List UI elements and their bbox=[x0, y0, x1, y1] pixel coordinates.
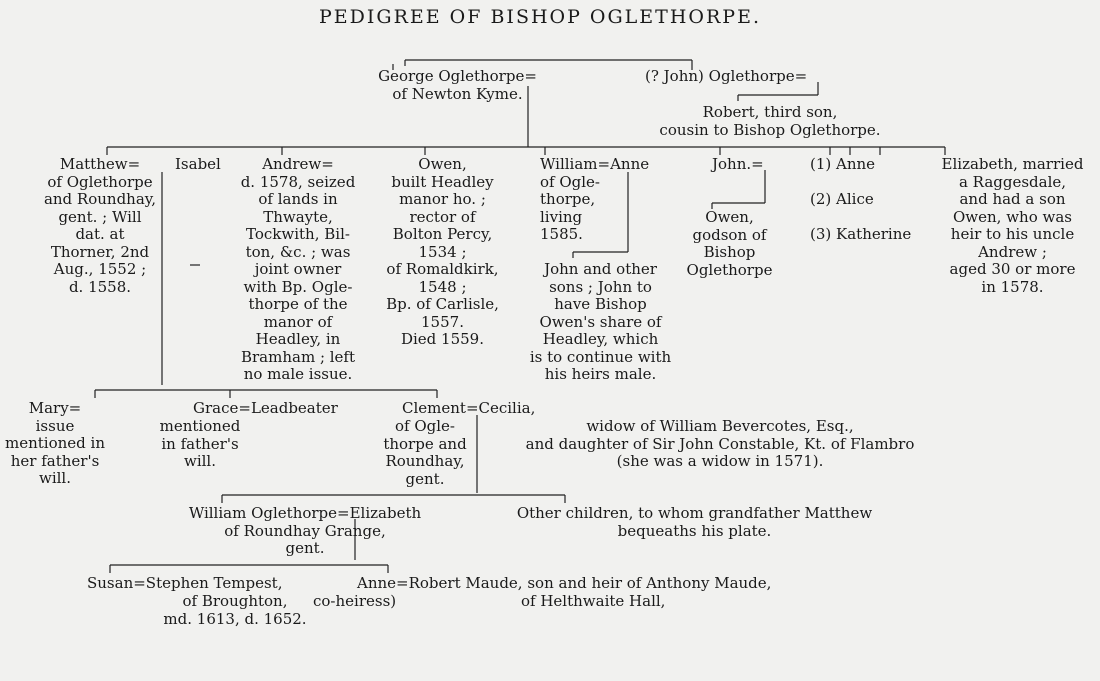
clement-cecilia: Clement=Cecilia, bbox=[402, 399, 536, 417]
grace-note: mentioned in father's will. bbox=[159, 417, 241, 470]
cecilia-note: widow of William Bevercotes, Esq., and daughter of Sir John Constable, Kt. of Flambro (she was a widow in 1571). bbox=[525, 417, 915, 470]
grace-leadbeater: Grace=Leadbeater bbox=[193, 399, 338, 417]
page-title: PEDIGREE OF BISHOP OGLETHORPE. bbox=[319, 6, 761, 28]
william-sons: John and other sons ; John to have Bishop Owen's share of Headley, which is to continue with his heirs male. bbox=[529, 260, 672, 383]
john-oglethorpe: (? John) Oglethorpe= bbox=[645, 67, 808, 85]
mary: Mary= issue mentioned in her father's will. bbox=[5, 399, 105, 487]
matthew-oglethorpe: Matthew= of Oglethorpe and Roundhay, gent. ; Will dat. at Thorner, 2nd Aug., 1552 ; d. 1558. bbox=[43, 155, 157, 296]
robert-third-son: Robert, third son, cousin to Bishop Oglethorpe. bbox=[659, 103, 881, 139]
isabel: Isabel bbox=[175, 155, 221, 173]
robert-maude-note: of Helthwaite Hall, bbox=[521, 592, 666, 610]
elizabeth-raggesdale: Elizabeth, married a Raggesdale, and had a son Owen, who was heir to his uncle Andrew ; aged 30 or more in 1578. bbox=[941, 155, 1084, 296]
owen-godson: Owen, godson of Bishop Oglethorpe bbox=[686, 208, 773, 279]
george-oglethorpe: George Oglethorpe= of Newton Kyme. bbox=[378, 67, 537, 103]
william-oglethorpe: William=Anne of Ogle- thorpe, living 1585. bbox=[540, 155, 650, 243]
susan-stephen-tempest: Susan=Stephen Tempest, bbox=[87, 574, 283, 592]
john-brother: John.= bbox=[712, 155, 764, 173]
william-oglethorpe-roundhay: William Oglethorpe=Elizabeth of Roundhay Grange, gent. bbox=[188, 504, 422, 557]
anne-coheiress: co-heiress) bbox=[313, 592, 397, 610]
clement-note: of Ogle- thorpe and Roundhay, gent. bbox=[383, 417, 467, 488]
andrew-oglethorpe: Andrew= d. 1578, seized of lands in Thwayte, Tockwith, Bil- ton, &c. ; was joint owner with Bp. Ogle- thorpe of the manor of Headley, in Bramham ; left no male issue. bbox=[240, 155, 356, 383]
bishop-owen: Owen, built Headley manor ho. ; rector of Bolton Percy, 1534 ; of Romaldkirk, 1548 ; Bp. of Carlisle, 1557. Died 1559. bbox=[386, 155, 499, 348]
other-children: Other children, to whom grandfather Matthew bequeaths his plate. bbox=[516, 504, 873, 540]
anne-robert-maude: Anne=Robert Maude, son and heir of Anthony Maude, bbox=[357, 574, 772, 592]
stephen-tempest-note: of Broughton, md. 1613, d. 1652. bbox=[163, 592, 307, 628]
sisters-list: (1) Anne (2) Alice (3) Katherine bbox=[810, 155, 912, 243]
